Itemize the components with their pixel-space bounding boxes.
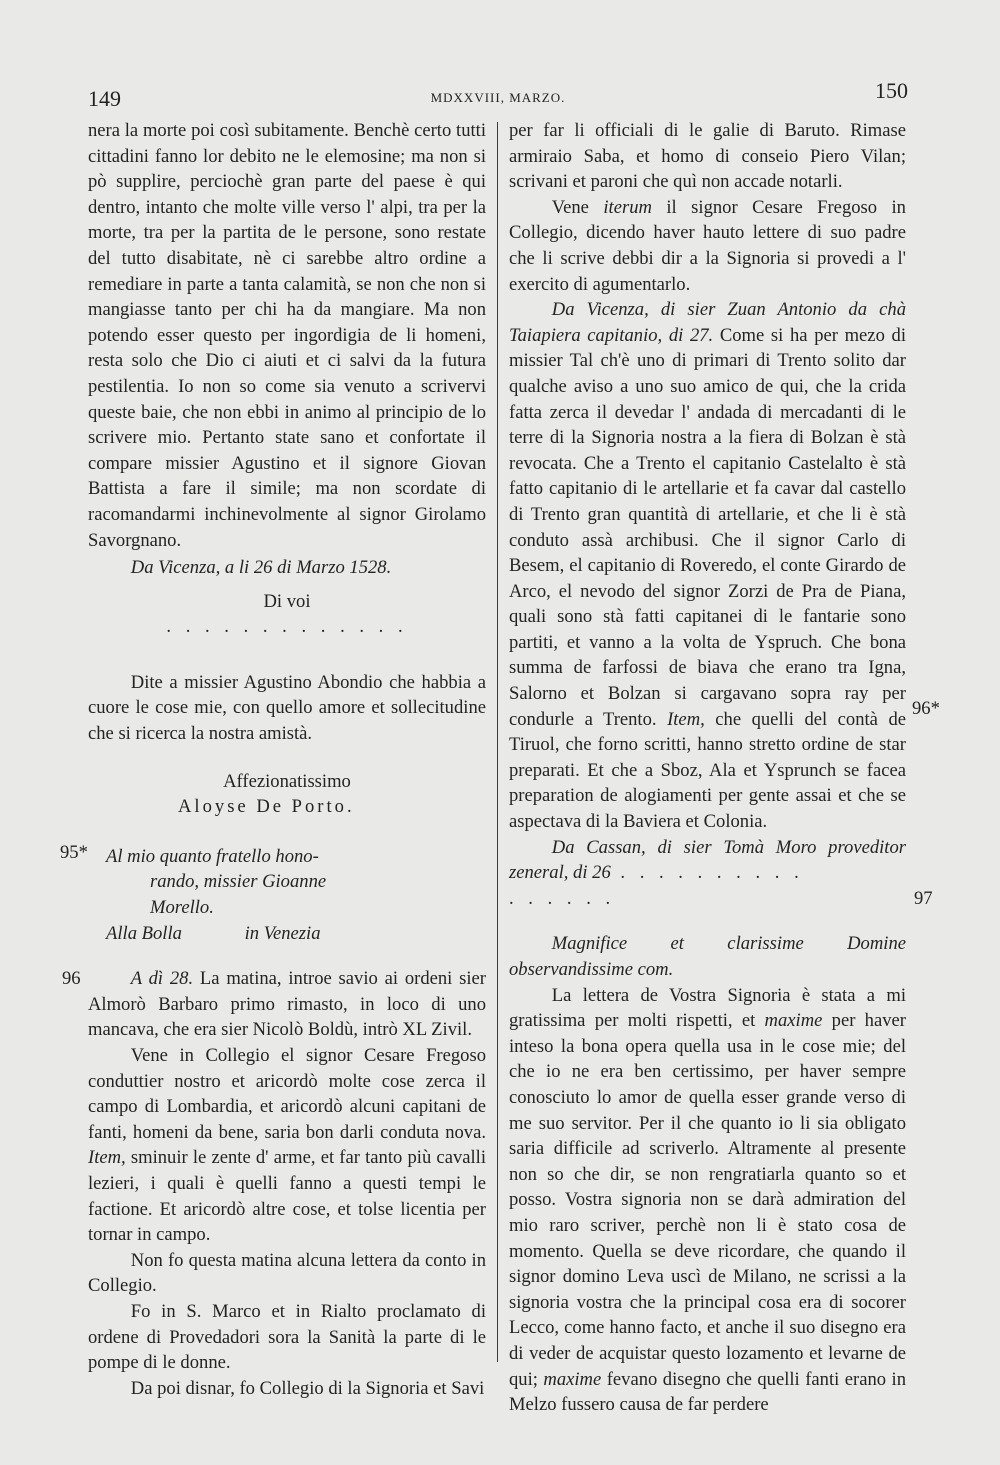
postscript: Dite a missier Agustino Abondio che habbia a cuore le cose mie, con quello amore et sollecitudine che si ricerca la nostra amistà. — [88, 671, 486, 745]
diary-paragraph: Vene iterum il signor Cesare Fregoso in Collegio, dicendo haver hauto lettere di suo padre che li scrive debbi dir a la Signoria si provedi a l' exercito di agumentarlo. — [509, 196, 906, 295]
item-word: Item, — [88, 1147, 126, 1169]
closing: Affezionatissimo — [223, 770, 351, 792]
diary-paragraph: per far li officiali di le galie di Baruto. Rimase armiraio Saba, et homo di conseio Piero Vilan; scrivani et paroni che quì non accade notarli. — [509, 120, 906, 193]
letter-heading: Da Cassan, di sier Tomà Moro proveditor zeneral, di 26 — [509, 836, 906, 884]
letter-address — [88, 844, 486, 946]
address-line — [106, 921, 486, 947]
entry-text: La matina, introe savio ai ordeni sier Almorò Barbaro primo rimasto, in loco di uno mancava, che era sier Nicolò Boldù, intrò XL Zivil. — [88, 968, 486, 1041]
letter-paragraph: La lettera de Vostra Signoria è stata a mi gratissima per molti rispetti, et maxime per haver inteso la bona opera quella usa in le cose mie; del che io ne era ben certissimo, per haver sempre conosciuto lo amor de quella esser grande verso di me suo servitor. Per il che quanto io li sia obligato saria difficile ad scriverlo. Altramente al presente non so che dir, se non rengratiarla quanto so et posso. Vostra signoria non se darà admiration del mio raro scriver, perchè non li è stato cosa de momento. Quella se deve ricordare, che quando il signor domino Leva uscì de Milano, ne scrissi a la signoria vostra che la principal cosa era di socorer Lecco, come hanno facto, et anche il suo disegno era di veder de acquistar questo lozamento et levarne de qui; maxime fevano disegno che quelli fanti erano in Melzo fussero causa de far perdere — [509, 984, 906, 1416]
page-number-right: 150 — [875, 78, 908, 103]
salutation: Magnifice et clarissime Domine observandissime com. — [509, 933, 906, 980]
page-header — [88, 78, 908, 112]
running-title: MDXXVIII, MARZO. — [430, 90, 566, 105]
address-city: in Venezia — [244, 922, 321, 944]
margin-note-97: 97 — [914, 888, 933, 909]
letter-heading: Da Vicenza, di sier Zuan Antonio da chà Taiapiera capitanio, di 27. — [509, 299, 906, 346]
page-number-left: 149 — [88, 86, 121, 111]
maxime-word: maxime — [764, 1010, 823, 1032]
diary-paragraph: Da Vicenza, di sier Zuan Antonio da chà Taiapiera capitanio, di 27. Come si ha per mezo di missier Tal ch'è uno di primari di Trento solito dar qualche aviso a uno suo amico de qui, che la crida fatta zerca il devedar l' andada di mercadanti di le terre di la Signoria nostra a la fiera di Bolzan è stà revocata. Che a Trento el capitanio Castelalto è stà fatto capitanio di le artellarie et fa cavar dal castello di Trento gran quantità di artellarie, et che li è stà conduto assà archibusi. Che il signor Carlo di Besem, el capitanio di Roveredo, el conte Girardo de Arco, el nevodo del signor Zorzi de Pra de Piana, quali sono stà fatti capitanei di le fantarie sono partiti, et vanno a la volta de Yspruch. Che bona summa de farfossi de biava che erano tra Igna, Salorno et Bolzan si cargavano sopra ray per condurle a Trento. Item, che quelli del contà de Tiruol, che forno scritti, hanno stretto ordine de star preparati. Et che a Sboz, Ala et Ysprunch se facea preparation de alogiamenti per gente assai et che se aspectava di la Baviera et Colonia. — [509, 299, 907, 833]
margin-note-96: 96 — [62, 968, 81, 989]
di-voi: Di voi — [263, 590, 311, 612]
ellipsis-dots: . . . . . . . . . . — [610, 862, 804, 884]
entry-date: A dì 28. — [130, 968, 194, 990]
margin-note-96-star: 96* — [912, 698, 940, 719]
dateline: Da Vicenza, a li 26 di Marzo 1528. — [130, 557, 392, 579]
maxime-word: maxime — [543, 1368, 602, 1390]
diary-entry — [88, 966, 486, 1043]
ellipsis-dots: . . . . . . — [509, 887, 616, 909]
letter-paragraph: nera la morte poi così subitamente. Benchè certo tutti cittadini fanno lor debito ne le elemosine; ma non si pò supplire, perciochè gran parte del paese è qui dentro, intanto che molte ville verso l' alpi, tra per la morte, tra per la partita de le persone, sono restate del tutto disabitate, nè ci sarebbe altro ordine a remediare in parte a tanta calamità, se non che non si mangiasse tanto per chi ha da mangiare. Ma non potendo esser questo per ingordigia de li homeni, resta solo che Dio ci aiuti et ci salvi da la futura pestilentia. Io non so come sia venuto a scrivervi queste baie, che non ebbi in animo al principio de lo scrivere mio. Pertanto state sano et confortate il compare missier Agustino et il signore Giovan Battista a fare il simile; ma non scordate di racomandarmi inchinevolmente al signor Girolamo Savorgnano. — [88, 120, 486, 551]
address-line: Al mio quanto fratello hono- — [106, 845, 319, 867]
ellipsis-dots: . . . . . . . . . . . . . — [166, 616, 408, 638]
diary-paragraph: Non fo questa matina alcuna lettera da conto in Collegio. — [88, 1249, 486, 1297]
diary-paragraph: Vene in Collegio el signor Cesare Fregoso conduttier nostro et aricordò molte cose zerca il campo di Lombardia, et aricordò alcuni capitani de fanti, homeni da bene, saria bon darli conduta nova. Item, sminuir le zente d' arme, et far tanto più cavalli lezieri, i quali è quelli fanno a questi tempi le factione. Et aricordò altre cose, et tolse licentia per tornar in campo. — [88, 1045, 486, 1246]
column-divider — [497, 122, 498, 1362]
left-column — [88, 118, 486, 1401]
signature: Aloyse De Porto. — [178, 796, 355, 818]
diary-paragraph — [509, 835, 906, 886]
address-place: Alla Bolla — [106, 922, 182, 944]
item-word: Item, — [667, 708, 705, 730]
diary-paragraph: Fo in S. Marco et in Rialto proclamato di ordene di Provedadori sora la Sanità la parte di le pompe di le donne. — [88, 1300, 486, 1374]
right-column — [509, 118, 906, 1418]
diary-paragraph: Da poi disnar, fo Collegio di la Signoria et Savi — [130, 1377, 485, 1399]
address-line: rando, missier Gioanne — [150, 871, 327, 893]
margin-note-95: 95* — [60, 842, 88, 863]
iterum-word: iterum — [603, 196, 652, 218]
address-line: Morello. — [150, 897, 214, 919]
